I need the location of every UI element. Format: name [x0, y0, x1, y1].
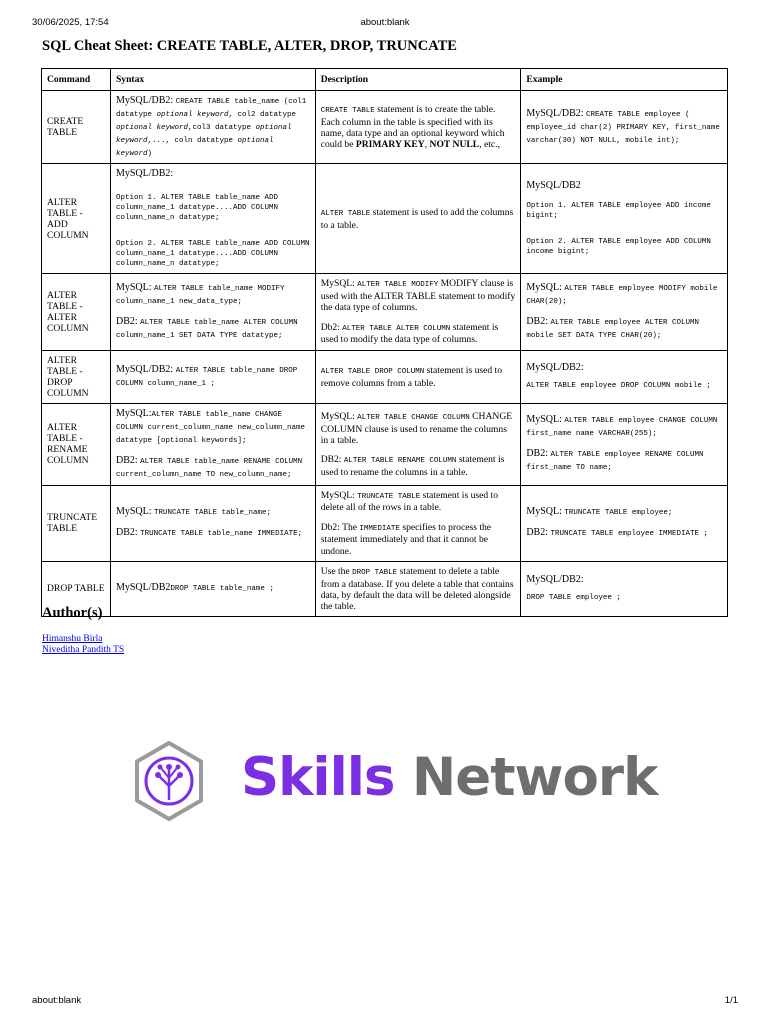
cell-syntax: MySQL:ALTER TABLE table_name CHANGE COLUMN current_column_name new_column_name datatype [optional keywords]; DB2: ALTER TABLE table_name RENAME COLUMN current_column_name TO new_column_name; [110, 404, 315, 485]
cheat-sheet-table [41, 68, 728, 617]
cell-syntax: MySQL: ALTER TABLE table_name MODIFY column_name_1 new_data_type; DB2: ALTER TABLE table_name ALTER COLUMN column_name_1 SET DATA TYPE datatype; [110, 274, 315, 350]
author-list [42, 634, 124, 657]
print-datetime: 30/06/2025, 17:54 [32, 17, 109, 28]
cell-syntax [110, 91, 315, 164]
table-header-row [42, 69, 728, 91]
cell-command: CREATE TABLE [42, 91, 111, 164]
cell-command: TRUNCATE TABLE [42, 485, 111, 561]
table-row [42, 350, 728, 404]
cell-example: MySQL: TRUNCATE TABLE employee; DB2: TRUNCATE TABLE employee IMMEDIATE ; [521, 485, 728, 561]
cell-example: MySQL/DB2: DROP TABLE employee ; [521, 561, 728, 616]
print-page-number: 1/1 [724, 995, 738, 1006]
page-title: SQL Cheat Sheet: CREATE TABLE, ALTER, DROP, TRUNCATE [42, 38, 457, 54]
table-row [42, 485, 728, 561]
cell-syntax: MySQL/DB2: ALTER TABLE table_name DROP COLUMN column_name_1 ; [110, 350, 315, 404]
cell-description: ALTER TABLE statement is used to add the columns to a table. [315, 164, 521, 274]
table-row [42, 91, 728, 164]
cell-syntax: MySQL: TRUNCATE TABLE table_name; DB2: TRUNCATE TABLE table_name IMMEDIATE; [110, 485, 315, 561]
cell-description: MySQL: ALTER TABLE MODIFY MODIFY clause is used with the ALTER TABLE statement to modify the data type of columns. Db2: ALTER TABLE ALTER COLUMN statement is used to modify the data type of columns. [315, 274, 521, 350]
cell-example: MySQL/DB2: ALTER TABLE employee DROP COLUMN mobile ; [521, 350, 728, 404]
cell-command: ALTER TABLE - RENAME COLUMN [42, 404, 111, 485]
cell-example: MySQL: ALTER TABLE employee CHANGE COLUMN first_name name VARCHAR(255); DB2: ALTER TABLE employee RENAME COLUMN first_name TO name; [521, 404, 728, 485]
cell-syntax: MySQL/DB2: Option 1. ALTER TABLE table_name ADD column_name_1 datatype....ADD COLUMN column_name_n datatype; Option 2. ALTER TABLE table_name ADD COLUMN column_name_1 datatype....ADD COLUMN column_name_n datatype; [110, 164, 315, 274]
cell-command: ALTER TABLE - ALTER COLUMN [42, 274, 111, 350]
col-header-example: Example [521, 69, 728, 91]
cell-example: MySQL: ALTER TABLE employee MODIFY mobile CHAR(20); DB2: ALTER TABLE employee ALTER COLUMN mobile SET DATA TYPE CHAR(20); [521, 274, 728, 350]
cell-description: CREATE TABLE statement is to create the table. Each column in the table is specified with its name, data type and an optional keyword which could be PRIMARY KEY, NOT NULL, etc., [315, 91, 521, 164]
cell-description: MySQL: ALTER TABLE CHANGE COLUMN CHANGE COLUMN clause is used to rename the columns in a table. DB2: ALTER TABLE RENAME COLUMN statement is used to rename the columns in a table. [315, 404, 521, 485]
cell-command: ALTER TABLE - ADD COLUMN [42, 164, 111, 274]
table-row [42, 561, 728, 616]
print-header [32, 17, 738, 31]
table-row [42, 274, 728, 350]
cell-example: MySQL/DB2: CREATE TABLE employee ( employee_id char(2) PRIMARY KEY, first_name varchar(30) NOT NULL, mobile int); [521, 91, 728, 164]
cell-description: MySQL: TRUNCATE TABLE statement is used to delete all of the rows in a table. Db2: The IMMEDIATE specifies to process the statement immediately and that it cannot be undone. [315, 485, 521, 561]
print-url: about:blank [32, 995, 82, 1006]
skills-network-logo [128, 740, 668, 822]
cell-description: ALTER TABLE DROP COLUMN statement is used to remove columns from a table. [315, 350, 521, 404]
table-row [42, 164, 728, 274]
syntax-label: MySQL/DB2: [115, 95, 176, 106]
col-header-syntax: Syntax [110, 69, 315, 91]
cell-syntax: MySQL/DB2DROP TABLE table_name ; [110, 561, 315, 616]
author-link-niveditha-pandith[interactable]: Niveditha Pandith TS [42, 645, 125, 656]
cell-command: DROP TABLE [42, 561, 111, 616]
table-row [42, 404, 728, 485]
skills-network-tree-icon [128, 740, 210, 822]
col-header-description: Description [315, 69, 521, 91]
col-header-command: Command [42, 69, 111, 91]
authors-heading: Author(s) [42, 605, 103, 621]
author-link-himanshu-birla[interactable]: Himanshu Birla [42, 634, 103, 644]
cell-example: MySQL/DB2 Option 1. ALTER TABLE employee ADD income bigint; Option 2. ALTER TABLE employee ADD COLUMN income bigint; [521, 164, 728, 274]
cell-command: ALTER TABLE - DROP COLUMN [42, 350, 111, 404]
print-page-title: about:blank [360, 17, 410, 28]
logo-wordmark: Skills Network [241, 747, 658, 808]
syntax-code: CREATE TABLE table_name (col1 datatype optional keyword, col2 datatype optional keyword,col3 datatype optional keyword,..., coln datatype optional keyword) [115, 98, 307, 158]
cell-description: Use the DROP TABLE statement to delete a table from a database. If you delete a table that contains data, by default the data will be deleted alongside the table. [315, 561, 521, 616]
print-footer [32, 995, 738, 1009]
